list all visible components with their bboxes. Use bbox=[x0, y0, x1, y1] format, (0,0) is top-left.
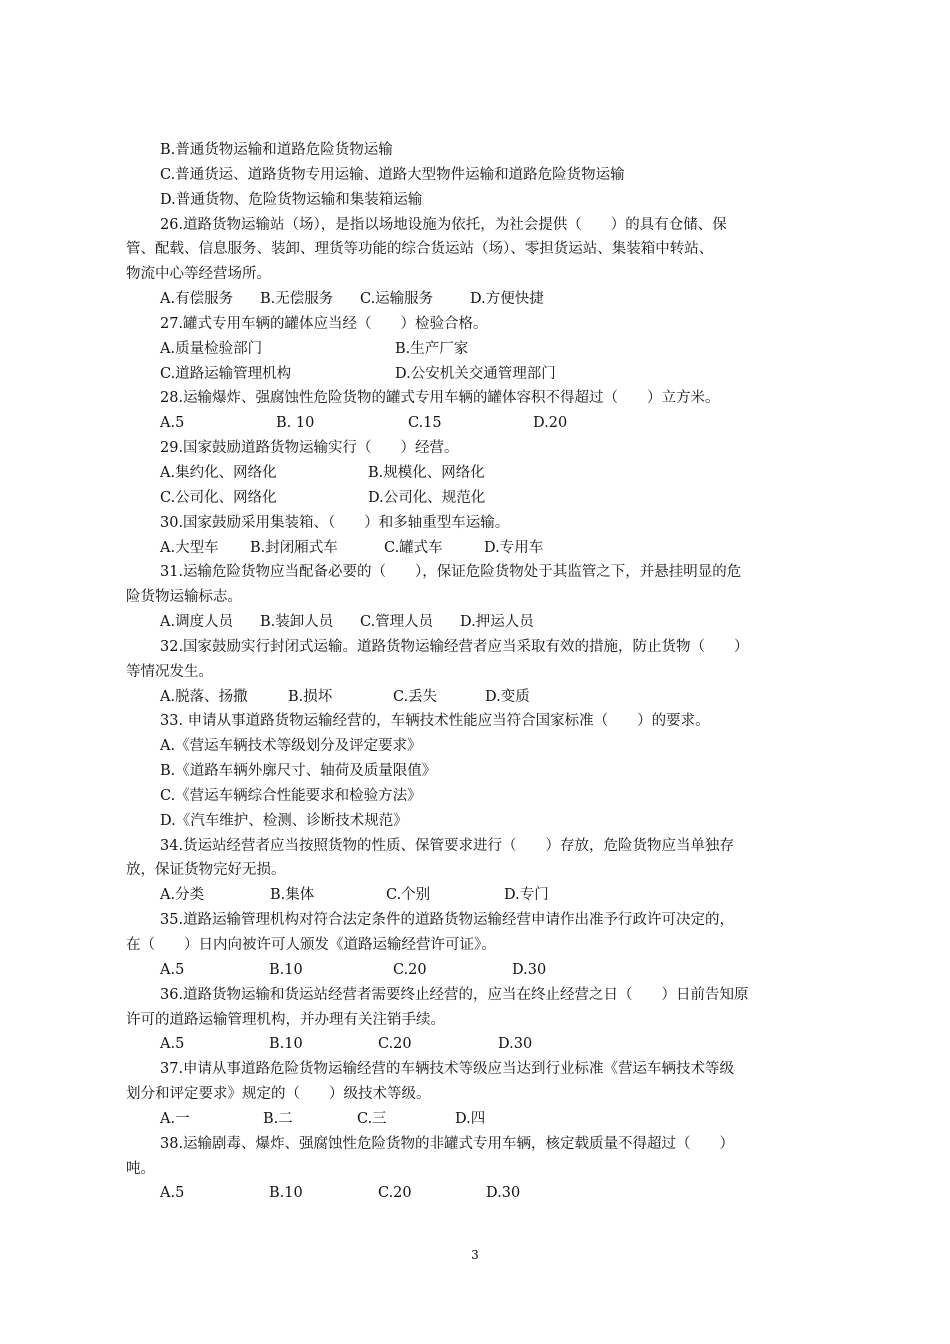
option: B.生产厂家 bbox=[395, 340, 469, 357]
question-37-options bbox=[126, 1107, 826, 1132]
option: A.5 bbox=[160, 1185, 185, 1202]
option: C.运输服务 bbox=[360, 291, 434, 308]
question-28-options bbox=[126, 411, 826, 436]
option: A.质量检验部门 bbox=[160, 340, 263, 357]
question-32-options bbox=[126, 685, 826, 710]
option: B. 10 bbox=[276, 415, 315, 432]
question-30-stem: 30.国家鼓励采用集装箱、（ ）和多轴重型车运输。 bbox=[160, 514, 510, 531]
option-line: D.普通货物、危险货物运输和集装箱运输 bbox=[160, 191, 423, 208]
question-37-stem: 37.申请从事道路危险货物运输经营的车辆技术等级应当达到行业标准《营运车辆技术等级 bbox=[160, 1061, 735, 1078]
question-27-options bbox=[126, 337, 826, 362]
question-38-stem-cont: 吨。 bbox=[126, 1160, 155, 1177]
question-29-stem: 29.国家鼓励道路货物运输实行（ ）经营。 bbox=[160, 440, 459, 457]
question-29-options bbox=[126, 461, 826, 486]
option: A.大型车 bbox=[160, 539, 219, 556]
option: C.20 bbox=[378, 1036, 412, 1053]
exam-content bbox=[126, 138, 826, 1206]
option: A.脱落、扬撒 bbox=[160, 688, 248, 705]
option: D.30 bbox=[486, 1185, 521, 1202]
page-number: 3 bbox=[471, 1248, 479, 1262]
question-31-stem-cont: 险货物运输标志。 bbox=[126, 589, 242, 606]
question-35-stem-cont: 在（ ）日内向被许可人颁发《道路运输经营许可证》。 bbox=[126, 937, 496, 953]
option-line: C.普通货运、道路货物专用运输、道路大型物件运输和道路危险货物运输 bbox=[160, 166, 625, 183]
question-29-options bbox=[126, 486, 826, 511]
question-31-options bbox=[126, 610, 826, 635]
option: B.10 bbox=[269, 961, 303, 978]
option: D.四 bbox=[455, 1110, 486, 1127]
question-35-stem: 35.道路运输管理机构对符合法定条件的道路货物运输经营申请作出准予行政许可决定的， bbox=[160, 912, 735, 929]
option: D.专用车 bbox=[484, 539, 544, 556]
option: D.30 bbox=[498, 1036, 533, 1053]
option: C.20 bbox=[378, 1185, 412, 1202]
option-line: B.普通货物运输和道路危险货物运输 bbox=[160, 142, 393, 158]
option: D.公司化、规范化 bbox=[368, 489, 486, 506]
question-27-options bbox=[126, 362, 826, 387]
question-38-options bbox=[126, 1181, 826, 1206]
option-line: B.《道路车辆外廓尺寸、轴荷及质量限值》 bbox=[160, 763, 437, 780]
option: A.分类 bbox=[160, 887, 205, 904]
question-32-stem: 32.国家鼓励实行封闭式运输。道路货物运输经营者应当采取有效的措施，防止货物（ ） bbox=[160, 638, 749, 655]
option: B.10 bbox=[269, 1185, 303, 1202]
option: B.规模化、网络化 bbox=[368, 464, 485, 481]
question-36-options bbox=[126, 1032, 826, 1057]
question-27-stem: 27.罐式专用车辆的罐体应当经（ ）检验合格。 bbox=[160, 315, 488, 332]
option: D.方便快捷 bbox=[470, 291, 544, 308]
option: B.二 bbox=[263, 1110, 293, 1127]
option: B.装卸人员 bbox=[260, 614, 334, 631]
question-36-stem-cont: 许可的道路运输管理机构，并办理有关注销手续。 bbox=[126, 1011, 445, 1028]
option: D.30 bbox=[512, 961, 547, 978]
option: B.封闭厢式车 bbox=[250, 539, 338, 556]
option: D.公安机关交通管理部门 bbox=[395, 365, 556, 382]
option: C.20 bbox=[393, 961, 427, 978]
option: A.集约化、网络化 bbox=[160, 464, 277, 481]
option: D.专门 bbox=[504, 887, 549, 904]
option-line: D.《汽车维护、检测、诊断技术规范》 bbox=[160, 812, 408, 829]
question-32-stem-cont: 等情况发生。 bbox=[126, 663, 213, 680]
question-26-options bbox=[126, 287, 826, 312]
option: C.15 bbox=[408, 415, 442, 432]
option: D.押运人员 bbox=[460, 614, 534, 631]
question-26-stem-cont: 物流中心等经营场所。 bbox=[126, 266, 271, 283]
option: B.集体 bbox=[270, 887, 315, 904]
question-35-options bbox=[126, 958, 826, 983]
option: A.有偿服务 bbox=[160, 291, 234, 308]
option: D.20 bbox=[533, 415, 568, 432]
question-37-stem-cont: 划分和评定要求》规定的（ ）级技术等级。 bbox=[126, 1086, 431, 1103]
question-30-options bbox=[126, 536, 826, 561]
option: A.5 bbox=[160, 1036, 185, 1053]
option: C.三 bbox=[357, 1110, 387, 1127]
question-33-stem: 33. 申请从事道路货物运输经营的，车辆技术性能应当符合国家标准（ ）的要求。 bbox=[160, 713, 710, 730]
option: A.5 bbox=[160, 415, 185, 432]
option: B.10 bbox=[269, 1036, 303, 1053]
question-26-stem: 26.道路货物运输站（场），是指以场地设施为依托，为社会提供（ ）的具有仓储、保 bbox=[160, 216, 727, 233]
option: A.5 bbox=[160, 961, 185, 978]
option-line: A.《营运车辆技术等级划分及评定要求》 bbox=[160, 738, 422, 755]
question-31-stem: 31.运输危险货物应当配备必要的（ ），保证危险货物处于其监管之下，并悬挂明显的危 bbox=[160, 564, 742, 581]
option: C.罐式车 bbox=[384, 539, 443, 556]
option: C.公司化、网络化 bbox=[160, 489, 277, 506]
option: C.管理人员 bbox=[360, 614, 434, 631]
option: B.损坏 bbox=[288, 688, 333, 705]
option: C.个别 bbox=[386, 887, 431, 904]
question-36-stem: 36.道路货物运输和货运站经营者需要终止经营的，应当在终止经营之日（ ）日前告知原 bbox=[160, 986, 749, 1003]
question-34-options bbox=[126, 883, 826, 908]
question-34-stem: 34.货运站经营者应当按照货物的性质、保管要求进行（ ）存放，危险货物应当单独存 bbox=[160, 837, 735, 854]
question-28-stem: 28.运输爆炸、强腐蚀性危险货物的罐式专用车辆的罐体容积不得超过（ ）立方米。 bbox=[160, 390, 720, 407]
option: B.无偿服务 bbox=[260, 291, 334, 308]
question-38-stem: 38.运输剧毒、爆炸、强腐蚀性危险货物的非罐式专用车辆，核定载质量不得超过（ ） bbox=[160, 1135, 735, 1152]
option-line: C.《营运车辆综合性能要求和检验方法》 bbox=[160, 787, 422, 804]
option: C.丢失 bbox=[393, 688, 438, 705]
option: D.变质 bbox=[485, 688, 530, 705]
option: A.一 bbox=[160, 1110, 190, 1127]
option: A.调度人员 bbox=[160, 614, 234, 631]
question-34-stem-cont: 放，保证货物完好无损。 bbox=[126, 862, 286, 879]
question-26-stem-cont: 管、配载、信息服务、装卸、理货等功能的综合货运站（场）、零担货运站、集装箱中转站、 bbox=[126, 241, 714, 258]
option: C.道路运输管理机构 bbox=[160, 365, 292, 382]
